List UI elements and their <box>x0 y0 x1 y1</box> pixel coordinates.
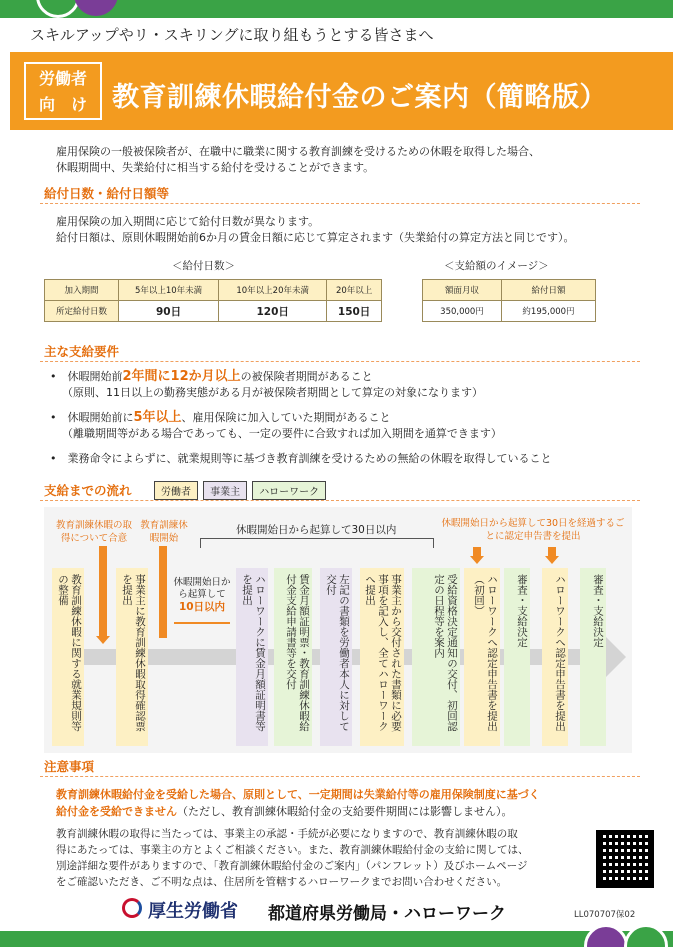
notes-body <box>56 826 586 890</box>
agree-arrow-shaft <box>99 546 107 638</box>
bottom-green-bar <box>0 931 673 947</box>
image-value: 約195,000円 <box>501 301 595 322</box>
step-col-3: ハローワークに賃金月額証明書等を提出 <box>236 568 268 746</box>
table-row <box>423 301 596 322</box>
benefit-days-line2: 給付日額は、原則休暇開始前6か月の賃金日額に応じて算定されます（失業給付の算定方法と同じです）。 <box>56 231 575 244</box>
timeline-arrowhead <box>604 635 626 679</box>
requirement-note-1: （原則、11日以上の勤務実態がある月が被保険者期間として算定の対象になります） <box>62 386 483 399</box>
table-row <box>423 280 596 301</box>
audience-badge-line2: 向 け <box>38 95 87 114</box>
req2-a: 休暇開始前に <box>67 411 134 424</box>
requirement-item-1: • 休暇開始前2年間に12か月以上の被保険者期間があること <box>50 369 373 384</box>
legend-worker: 労働者 <box>154 481 198 500</box>
intro-line2: 休暇期間中、失業給付に相当する給付を受けることができます。 <box>56 161 375 174</box>
notes-warning <box>56 786 656 820</box>
label-each30: 休暇開始日から起算して30日を経過するごとに認定申告書を提出 <box>441 518 625 542</box>
decor-circle-purple-bottom <box>584 924 628 947</box>
notes-p4: をご確認いただき、ご不明な点は、住居所を管轄するハローワークまでお問い合わせください。 <box>56 876 508 888</box>
days-value: 120日 <box>219 301 327 322</box>
ministry-logo-icon <box>122 898 142 918</box>
table-row <box>45 301 382 322</box>
benefit-days-text <box>56 214 575 246</box>
image-caption: ＜支給額のイメージ＞ <box>444 260 549 272</box>
label-10days-a: 休暇開始日から起算して <box>173 577 231 600</box>
step-col-4: 賃金月額証明票・教育訓練休暇給付金支給申請書等を交付 <box>274 568 312 746</box>
days-row-label: 所定給付日数 <box>45 301 119 322</box>
step-col-10: ハローワークへ認定申告書を提出 <box>542 568 568 746</box>
days-table <box>44 279 382 322</box>
label-10days <box>172 577 232 613</box>
image-header-cell: 給付日額 <box>501 280 595 301</box>
legend-employer: 事業主 <box>203 481 247 500</box>
start-arrow-shaft <box>159 546 167 638</box>
req2-c: 、雇用保険に加入していた期間があること <box>181 411 391 424</box>
ten-days-arrow <box>174 622 230 624</box>
step-col-1: 教育訓練休暇に関する就業規則等の整備 <box>52 568 84 746</box>
ministry-name: 厚生労働省 <box>148 901 238 922</box>
subtitle: スキルアップやリ・スキリングに取り組もうとする皆さまへ <box>30 26 434 44</box>
flow-heading: 支給までの流れ <box>44 483 132 498</box>
requirement-note-2: （離職期間等がある場合であっても、一定の要件に合致すれば加入期間を通算できます） <box>62 427 502 440</box>
days-value: 150日 <box>327 301 382 322</box>
decor-circle-green-bottom <box>624 924 668 947</box>
days-header-cell: 20年以上 <box>327 280 382 301</box>
requirement-item-2: • 休暇開始前に5年以上、雇用保険に加入していた期間があること <box>50 410 391 425</box>
audience-badge <box>24 62 102 120</box>
qr-code[interactable] <box>596 830 654 888</box>
days-header-cell: 10年以上20年未満 <box>219 280 327 301</box>
notes-heading: 注意事項 <box>44 759 95 774</box>
warning-line2-tail: （ただし、教育訓練休暇給付金の支給要件期間には影響しません）。 <box>177 805 513 818</box>
notes-divider <box>40 776 640 777</box>
notes-p3: 別途詳細な要件がありますので、「教育訓練休暇給付金のご案内」（パンフレット）及びホームページ <box>56 860 528 872</box>
image-table <box>422 279 596 322</box>
step-col-9: 審査・支給決定 <box>504 568 530 746</box>
intro <box>56 144 540 176</box>
days-header-cell: 加入期間 <box>45 280 119 301</box>
benefit-days-heading: 給付日数・給付日額等 <box>44 186 170 201</box>
notes-p2: 得にあたっては、事業主の方とよくご相談ください。また、教育訓練休暇給付金の支給に関しては、 <box>56 844 529 856</box>
requirements-divider <box>40 361 640 362</box>
requirements-heading: 主な支給要件 <box>44 344 120 359</box>
benefit-days-divider <box>40 203 640 204</box>
warning-line2: 給付金を受給できません <box>56 805 177 818</box>
days-caption: ＜給付日数＞ <box>172 260 235 272</box>
document-code: LL070707保02 <box>574 910 636 920</box>
image-value: 350,000円 <box>423 301 502 322</box>
agree-arrow-head <box>96 636 110 644</box>
intro-line1: 雇用保険の一般被保険者が、在職中に職業に関する教育訓練を受けるための休暇を取得した場合、 <box>56 145 540 158</box>
flow-divider <box>40 500 640 501</box>
step-col-11: 審査・支給決定 <box>580 568 606 746</box>
step-col-5: 左記の書類を労働者本人に対して交付 <box>320 568 352 746</box>
label-10days-b: 10日以内 <box>178 601 226 613</box>
step-col-6: 事業主から交付された書類に必要事項を記入し、全てハローワークへ提出 <box>360 568 404 746</box>
legend-hellowork: ハローワーク <box>252 481 326 500</box>
offices-name: 都道府県労働局・ハローワーク <box>268 904 506 924</box>
label-start: 教育訓練休暇開始 <box>140 520 188 544</box>
req3: 業務命令によらずに、就業規則等に基づき教育訓練を受けるための無給の休暇を取得していること <box>67 452 552 465</box>
audience-badge-line1: 労働者 <box>38 69 87 88</box>
each30-arrow-2-head <box>545 556 559 564</box>
bracket-30days <box>200 538 434 548</box>
step-col-8: ハローワークへ認定申告書を提出（初回） <box>464 568 500 746</box>
flow-legend <box>154 480 326 500</box>
notes-p1: 教育訓練休暇の取得に当たっては、事業主の承認・手続が必要になりますので、教育訓練休暇の取 <box>56 828 518 840</box>
requirement-item-3: • 業務命令によらずに、就業規則等に基づき教育訓練を受けるための無給の休暇を取得していること <box>50 452 552 465</box>
step-col-7: 受給資格決定通知の交付、初回認定の日程等を案内 <box>412 568 460 746</box>
image-header-cell: 額面月収 <box>423 280 502 301</box>
req1-b: 2年間に12か月以上 <box>122 369 241 384</box>
req2-b: 5年以上 <box>133 410 182 425</box>
days-header-cell: 5年以上10年未満 <box>119 280 219 301</box>
page-title: 教育訓練休暇給付金のご案内（簡略版） <box>112 82 607 113</box>
req1-c: の被保険者期間があること <box>240 370 373 383</box>
warning-line1: 教育訓練休暇給付金を受給した場合、原則として、一定期間は失業給付等の雇用保険制度に基づく <box>56 788 540 801</box>
benefit-days-line1: 雇用保険の加入期間に応じて給付日数が異なります。 <box>56 215 320 228</box>
label-30days: 休暇開始日から起算して30日以内 <box>236 524 397 536</box>
req1-a: 休暇開始前 <box>67 370 123 383</box>
requirements-list <box>50 369 650 467</box>
each30-arrow-1-head <box>470 556 484 564</box>
days-value: 90日 <box>119 301 219 322</box>
label-agree: 教育訓練休暇の取得について合意 <box>55 520 132 544</box>
table-row <box>45 280 382 301</box>
step-col-2: 事業主に教育訓練休暇取得確認票を提出 <box>116 568 148 746</box>
